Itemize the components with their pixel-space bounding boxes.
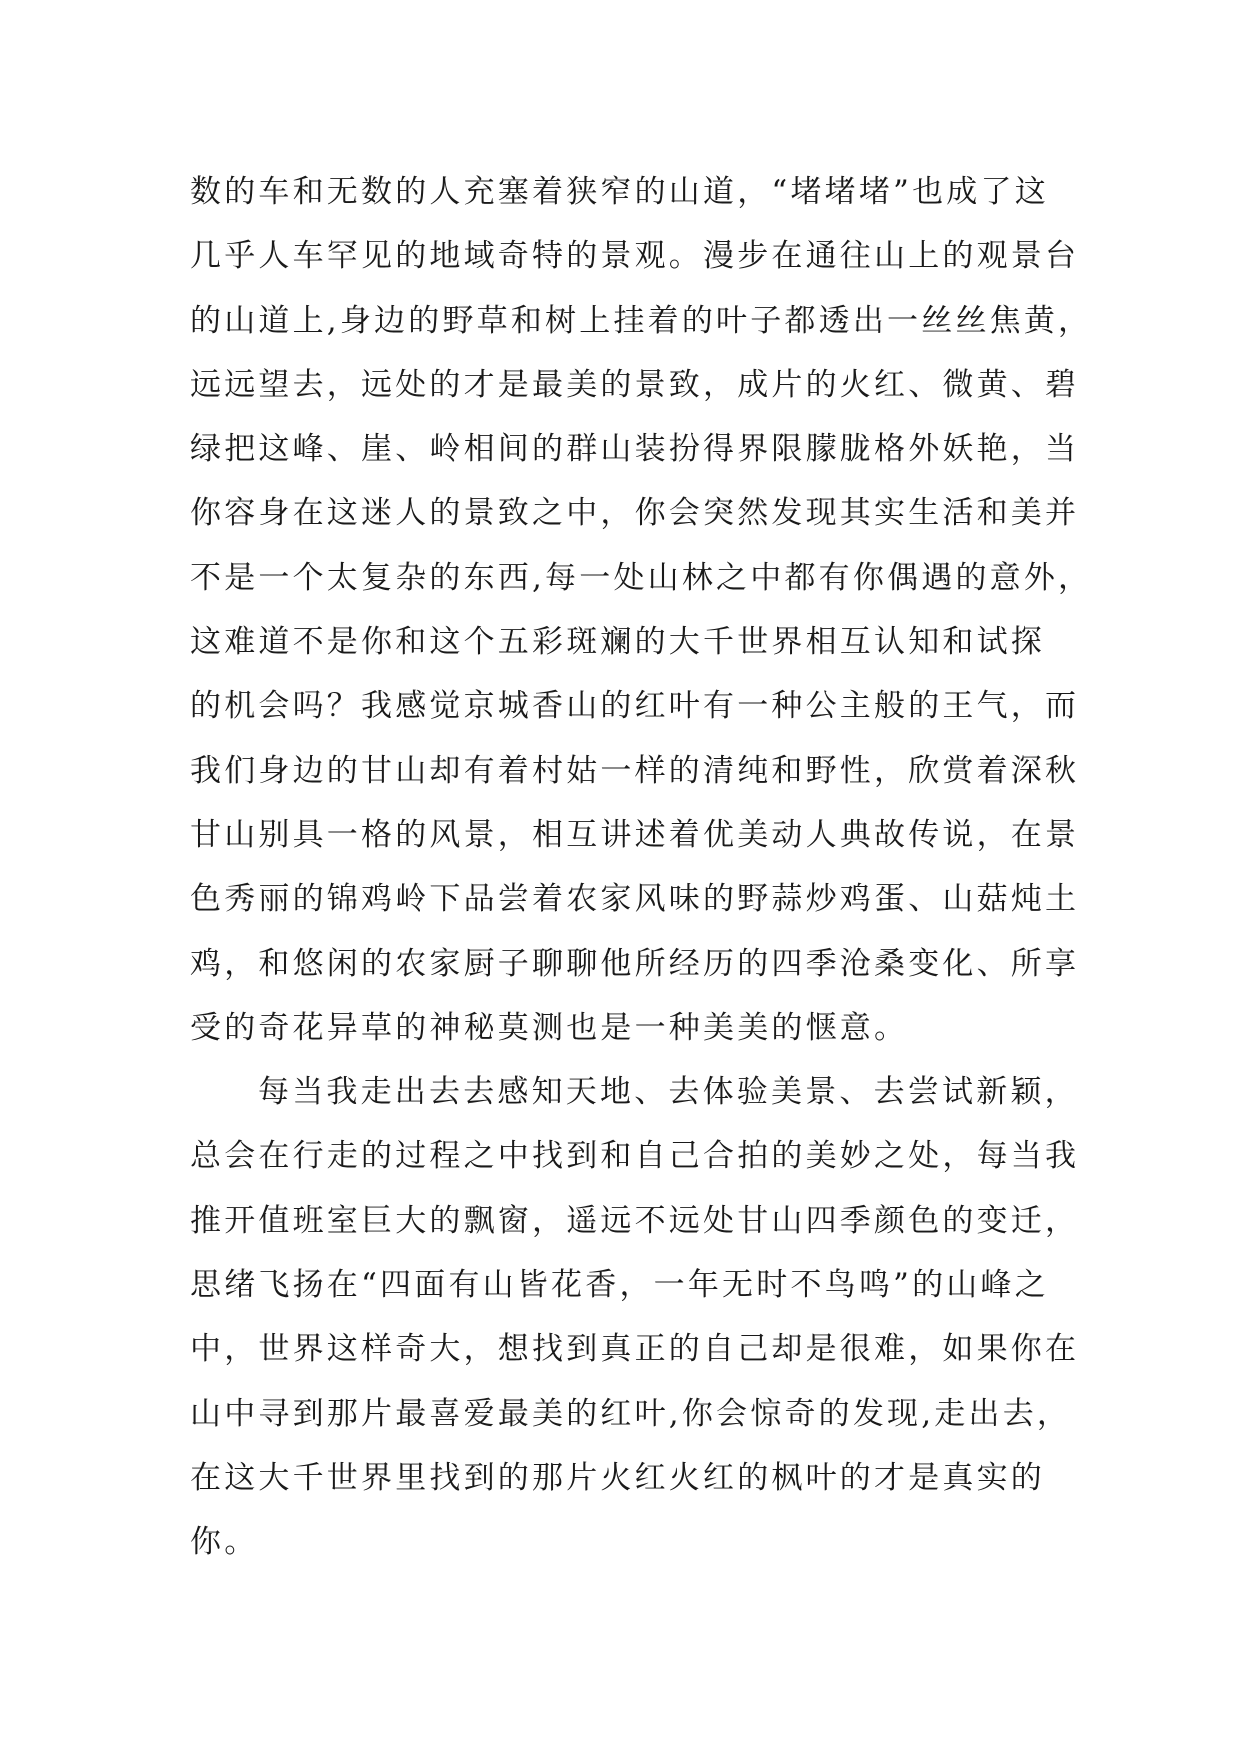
text-line: 的山道上,身边的野草和树上挂着的叶子都透出一丝丝焦黄， <box>190 302 1093 339</box>
text-line: 思绪飞扬在“四面有山皆花香，一年无时不鸟鸣”的山峰之 <box>190 1267 1049 1304</box>
text-line: 这难道不是你和这个五彩斑斓的大千世界相互认知和试探 <box>190 624 1045 661</box>
essay-body <box>190 160 1093 1575</box>
text-line: 鸡，和悠闲的农家厨子聊聊他所经历的四季沧桑变化、所享 <box>190 945 1080 982</box>
text-line: 在这大千世界里找到的那片火红火红的枫叶的才是真实的 <box>190 1459 1045 1496</box>
text-line: 数的车和无数的人充塞着狭窄的山道，“堵堵堵”也成了这 <box>190 174 1049 210</box>
text-line: 甘山别具一格的风景，相互讲述着优美动人典故传说，在景 <box>190 816 1080 853</box>
text-line: 色秀丽的锦鸡岭下品尝着农家风味的野蒜炒鸡蛋、山菇炖土 <box>190 881 1080 918</box>
paragraph-1 <box>190 160 1093 1060</box>
text-line: 中，世界这样奇大，想找到真正的自己却是很难，如果你在 <box>190 1331 1080 1368</box>
text-line: 绿把这峰、崖、岭相间的群山装扮得界限朦胧格外妖艳，当 <box>190 431 1080 468</box>
text-line: 山中寻到那片最喜爱最美的红叶,你会惊奇的发现,走出去， <box>190 1395 1072 1432</box>
text-line: 受的奇花异草的神秘莫测也是一种美美的惬意。 <box>190 1009 909 1046</box>
text-line: 推开值班室巨大的飘窗，遥远不远处甘山四季颜色的变迁， <box>190 1202 1080 1239</box>
text-line: 你容身在这迷人的景致之中，你会突然发现其实生活和美并 <box>190 495 1080 532</box>
text-line: 的机会吗？我感觉京城香山的红叶有一种公主般的王气，而 <box>190 688 1080 725</box>
text-line: 几乎人车罕见的地域奇特的景观。漫步在通往山上的观景台 <box>190 238 1080 275</box>
text-line: 总会在行走的过程之中找到和自己合拍的美妙之处，每当我 <box>190 1138 1080 1175</box>
text-line-indented: 每当我走出去去感知天地、去体验美景、去尝试新颖， <box>258 1074 1079 1111</box>
text-line: 不是一个太复杂的东西,每一处山林之中都有你偶遇的意外， <box>190 559 1093 596</box>
text-line: 你。 <box>190 1524 259 1561</box>
text-line: 我们身边的甘山却有着村姑一样的清纯和野性，欣赏着深秋 <box>190 752 1080 789</box>
paragraph-2 <box>190 1060 1080 1574</box>
text-line: 远远望去，远处的才是最美的景致，成片的火红、微黄、碧 <box>190 366 1080 403</box>
